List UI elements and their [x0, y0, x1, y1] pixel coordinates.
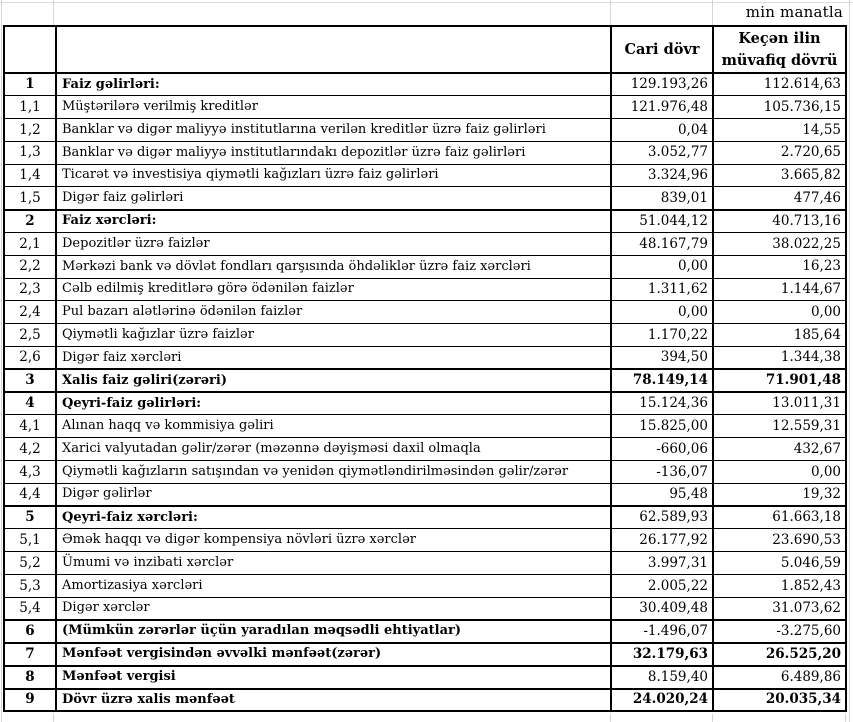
current-period-value-cell: 121.976,48 [611, 96, 713, 119]
row-number-cell: 4 [4, 392, 56, 415]
row-label-cell: Qeyri-faiz xərcləri: [56, 506, 611, 529]
previous-period-value-cell: -3.275,60 [713, 620, 846, 643]
previous-period-value-cell: 477,46 [713, 187, 846, 210]
row-label-cell: Xalis faiz gəliri(zərəri) [56, 369, 611, 392]
table-row [4, 597, 846, 620]
row-number-cell: 2,6 [4, 347, 56, 370]
gridline [845, 714, 846, 722]
row-number-cell: 5,2 [4, 552, 56, 575]
row-label-cell: Digər faiz gəlirləri [56, 187, 611, 210]
table-row [4, 689, 846, 712]
previous-period-value-cell: 14,55 [713, 119, 846, 142]
row-number-cell: 4,3 [4, 461, 56, 484]
row-label-cell: Xarici valyutadan gəlir/zərər (məzənnə dəyişməsi daxil olmaqla [56, 438, 611, 461]
table-row [4, 278, 846, 301]
previous-period-value-cell: 16,23 [713, 255, 846, 278]
current-period-value-cell: 30.409,48 [611, 597, 713, 620]
unit-note: min manatla [745, 3, 843, 21]
table-row [4, 119, 846, 142]
row-label-cell: Pul bazarı alətlərinə ödənilən faizlər [56, 301, 611, 324]
gridline [712, 0, 713, 25]
row-label-cell: (Mümkün zərərlər üçün yaradılan məqsədli ehtiyatlar) [56, 620, 611, 643]
table-row [4, 347, 846, 370]
previous-period-value-cell: 0,00 [713, 461, 846, 484]
current-period-value-cell: 0,00 [611, 255, 713, 278]
row-number-cell: 2 [4, 210, 56, 233]
table-row [4, 438, 846, 461]
table-row [4, 666, 846, 689]
row-number-cell: 4,1 [4, 415, 56, 438]
gridline [610, 0, 611, 25]
row-label-cell: Cəlb edilmiş kreditlərə görə ödənilən faizlər [56, 278, 611, 301]
row-number-cell: 2,4 [4, 301, 56, 324]
gridline [610, 714, 611, 722]
row-label-cell: Alınan haqq və kommisiya gəliri [56, 415, 611, 438]
row-label-cell: Dövr üzrə xalis mənfəət [56, 689, 611, 712]
row-number-cell: 1,3 [4, 141, 56, 164]
row-number-cell: 5,3 [4, 575, 56, 598]
row-number-cell: 5,4 [4, 597, 56, 620]
header-label-cell [56, 26, 611, 73]
previous-period-value-cell: 26.525,20 [713, 643, 846, 666]
previous-period-value-cell: 105.736,15 [713, 96, 846, 119]
previous-period-value-cell: 61.663,18 [713, 506, 846, 529]
header-row [4, 26, 846, 73]
previous-period-value-cell: 6.489,86 [713, 666, 846, 689]
current-period-value-cell: 78.149,14 [611, 369, 713, 392]
previous-period-value-cell: 38.022,25 [713, 233, 846, 256]
table-row [4, 301, 846, 324]
row-number-cell: 1 [4, 73, 56, 96]
current-period-value-cell: -136,07 [611, 461, 713, 484]
previous-period-value-cell: 13.011,31 [713, 392, 846, 415]
row-number-cell: 2,1 [4, 233, 56, 256]
table-row [4, 483, 846, 506]
row-label-cell: Digər gəlirlər [56, 483, 611, 506]
row-label-cell: Qiymətli kağızların satışından və yenidən qiymətləndirilməsindən gəlir/zərər [56, 461, 611, 484]
table-row [4, 392, 846, 415]
row-label-cell: Banklar və digər maliyyə institutlarına verilən kreditlər üzrə faiz gəlirləri [56, 119, 611, 142]
previous-period-value-cell: 40.713,16 [713, 210, 846, 233]
previous-period-value-cell: 112.614,63 [763, 76, 841, 93]
table-row [4, 552, 846, 575]
header-number-cell [4, 26, 56, 73]
table-row [4, 233, 846, 256]
row-label-cell: Əmək haqqı və digər kompensiya növləri üzrə xərclər [56, 529, 611, 552]
row-label-cell: Amortizasiya xərcləri [56, 575, 611, 598]
current-period-value-cell: 394,50 [611, 347, 713, 370]
table-row [4, 575, 846, 598]
row-label-cell: Faiz xərcləri: [56, 210, 611, 233]
row-number-cell: 1,1 [4, 96, 56, 119]
row-number-cell: 5 [4, 506, 56, 529]
table-header [4, 26, 846, 73]
table-row [4, 187, 846, 210]
header-previous-period: Keçən ilin müvafiq dövrü [713, 26, 846, 73]
row-number-cell: 2,2 [4, 255, 56, 278]
previous-period-value-cell: 185,64 [713, 324, 846, 347]
row-label-cell: Digər xərclər [56, 597, 611, 620]
row-label-cell: Mənfəət vergisi [56, 666, 611, 689]
row-label-cell: Qeyri-faiz gəlirləri: [56, 392, 611, 415]
current-period-value-cell: 95,48 [611, 483, 713, 506]
current-period-value-cell: 0,00 [611, 301, 713, 324]
table-row [4, 324, 846, 347]
previous-period-value-cell: 0,00 [713, 301, 846, 324]
row-number-cell: 1,5 [4, 187, 56, 210]
table-row [4, 255, 846, 278]
current-period-value-cell: 32.179,63 [611, 643, 713, 666]
row-label-cell: Digər faiz xərcləri [56, 347, 611, 370]
gridline [849, 0, 850, 722]
row-number-cell: 1,4 [4, 164, 56, 187]
header-current-period: Cari dövr [611, 26, 713, 73]
row-label-cell: Faiz gəlirləri: [56, 73, 611, 96]
row-number-cell: 3 [4, 369, 56, 392]
current-period-value-cell: 15.825,00 [611, 415, 713, 438]
current-period-value-cell: 3.052,77 [611, 141, 713, 164]
row-label-cell: Mərkəzi bank və dövlət fondları qarşısında öhdəliklər üzrə faiz xərcləri [56, 255, 611, 278]
gridline [53, 714, 54, 722]
row-number-cell: 6 [4, 620, 56, 643]
table-row [4, 506, 846, 529]
current-period-value-cell: 129.193,26 [611, 73, 713, 96]
current-period-value-cell: -660,06 [611, 438, 713, 461]
previous-period-value-cell: 23.690,53 [713, 529, 846, 552]
table-row [4, 415, 846, 438]
current-period-value-cell: 26.177,92 [611, 529, 713, 552]
table-row [4, 141, 846, 164]
row-label-cell: Depozitlər üzrə faizlər [56, 233, 611, 256]
row-number-cell: 4,2 [4, 438, 56, 461]
table-body [4, 73, 846, 711]
previous-period-value-cell: 1.344,38 [713, 347, 846, 370]
current-period-value-cell: 24.020,24 [611, 689, 713, 712]
row-label-cell: Mənfəət vergisindən əvvəlki mənfəət(zərər) [56, 643, 611, 666]
row-number-cell: 5,1 [4, 529, 56, 552]
previous-period-value-cell: 31.073,62 [713, 597, 846, 620]
current-period-value-cell: 51.044,12 [611, 210, 713, 233]
row-number-cell: 2,5 [4, 324, 56, 347]
previous-period-value-cell: 1.144,67 [713, 278, 846, 301]
row-label-cell: Qiymətli kağızlar üzrə faizlər [56, 324, 611, 347]
current-period-value-cell: 839,01 [611, 187, 713, 210]
current-period-value-cell: 15.124,36 [611, 392, 713, 415]
previous-period-value-cell: 12.559,31 [713, 415, 846, 438]
row-number-cell: 2,3 [4, 278, 56, 301]
gridline [53, 0, 54, 25]
current-period-value-cell: 62.589,93 [611, 506, 713, 529]
table-row [4, 96, 846, 119]
row-number-cell: 8 [4, 666, 56, 689]
current-period-value-cell: 2.005,22 [611, 575, 713, 598]
current-period-value-cell: 48.167,79 [611, 233, 713, 256]
previous-period-value-cell: 71.901,48 [713, 369, 846, 392]
table-row [4, 643, 846, 666]
top-strip [0, 0, 853, 25]
current-period-value-cell: -1.496,07 [611, 620, 713, 643]
table-row [4, 369, 846, 392]
current-period-value-cell: 3.324,96 [611, 164, 713, 187]
previous-period-value-cell: 5.046,59 [713, 552, 846, 575]
current-period-value-cell: 1.170,22 [611, 324, 713, 347]
previous-period-value-cell: 20.035,34 [713, 689, 846, 712]
table-row [4, 210, 846, 233]
previous-period-value-cell: 19,32 [713, 483, 846, 506]
row-number-cell: 7 [4, 643, 56, 666]
row-label-cell: Ümumi və inzibati xərclər [56, 552, 611, 575]
row-label-cell: Müştərilərə verilmiş kreditlər [56, 96, 611, 119]
current-period-value-cell: 1.311,62 [611, 278, 713, 301]
current-period-value-cell: 0,04 [611, 119, 713, 142]
row-label-cell: Ticarət və investisiya qiymətli kağızları üzrə faiz gəlirləri [56, 164, 611, 187]
table-row [4, 73, 846, 96]
gridline [1, 0, 2, 722]
row-number-cell: 4,4 [4, 483, 56, 506]
previous-period-value-cell: 1.852,43 [713, 575, 846, 598]
previous-period-value-cell: 2.720,65 [713, 141, 846, 164]
table-row [4, 164, 846, 187]
previous-period-value-cell: 432,67 [713, 438, 846, 461]
current-period-value-cell: 8.159,40 [611, 666, 713, 689]
row-label-cell: Banklar və digər maliyyə institutlarındakı depozitlər üzrə faiz gəlirləri [56, 141, 611, 164]
table-row [4, 461, 846, 484]
row-number-cell: 1,2 [4, 119, 56, 142]
row-number-cell: 9 [4, 689, 56, 712]
gridline [712, 714, 713, 722]
income-statement-table [3, 25, 847, 712]
table-row [4, 620, 846, 643]
current-period-value-cell: 3.997,31 [611, 552, 713, 575]
table-row [4, 529, 846, 552]
previous-period-value-cell: 3.665,82 [713, 164, 846, 187]
